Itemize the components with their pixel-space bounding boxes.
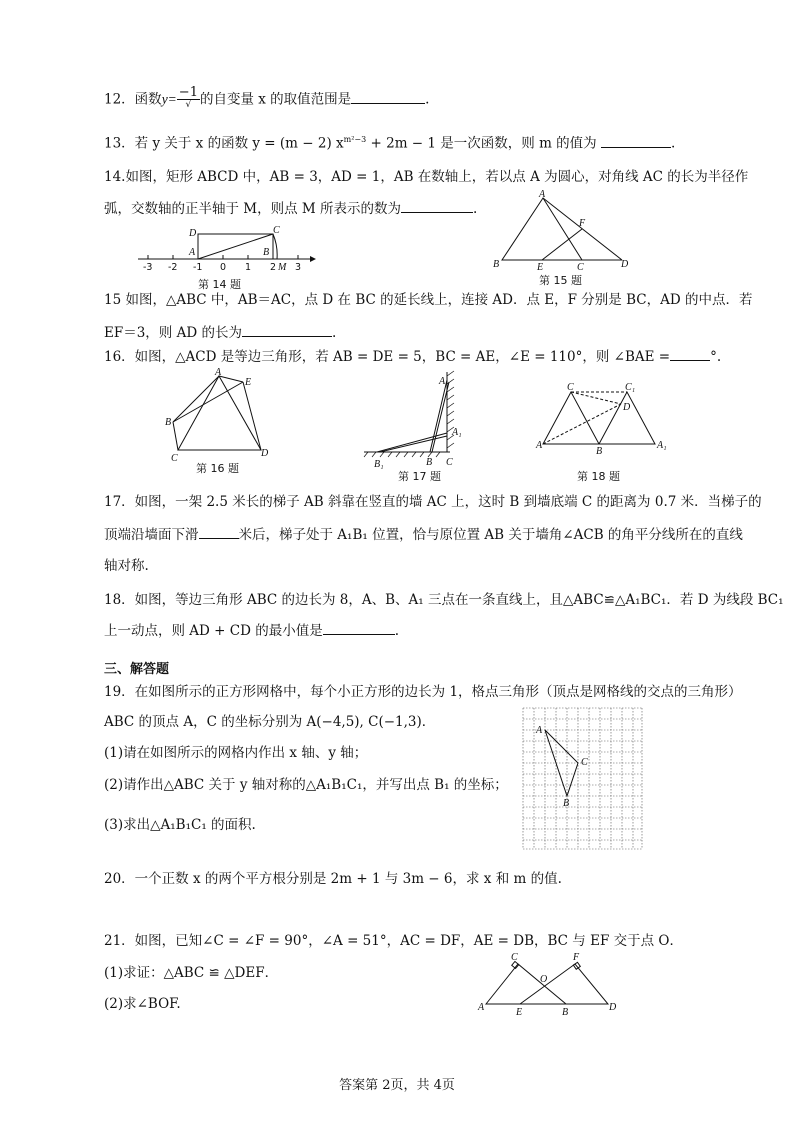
question-19-part1: (1)请在如图所示的网格内作出 x 轴、y 轴； [104,745,368,761]
question-18-line2: 上一动点，则 AD + CD 的最小值是 . [104,620,399,641]
tick-label: -3 [143,262,153,273]
svg-text:A: A [539,189,546,200]
page-footer: 答案第 2页，共 4页 [339,1078,455,1093]
svg-text:A: A [215,367,222,378]
question-14-line1: 14.如图，矩形 ABCD 中，AB = 3，AD = 1，AB 在数轴上，若以点 A 为圆心，对角线 AC 的长为半径作 [104,169,749,185]
question-15-line1: 15 如图，△ABC 中，AB＝AC，点 D 在 BC 的延长线上，连接 AD．点 E，F 分别是 BC，AD 的中点．若 [104,292,753,308]
arrow-head [310,256,316,262]
tick-label: 2 [270,262,277,273]
question-19-part2: (2)请作出△ABC 关于 y 轴对称的△A₁B₁C₁，并写出点 B₁ 的坐标； [104,777,508,793]
question-19-line2: ABC 的顶点 A，C 的坐标分别为 A(−4,5), C(−1,3)． [104,714,436,730]
question-17-line2: 顶端沿墙面下滑 米后，梯子处于 A₁B₁ 位置，恰与原位置 AB 关于墙角∠ACB 的角平分线所在的直线 [104,524,743,545]
svg-text:D: D [621,259,629,270]
question-14-line2: 弧，交数轴的正半轴于 M，则点 M 所表示的数为 . [104,198,477,219]
diagonal-ac [198,234,273,259]
fraction: $\frac{-1}{√}$ [178,85,198,110]
segment-ef [542,229,582,260]
triangle-def [520,964,608,1004]
ticks [148,255,298,259]
svg-text:C: C [511,952,518,963]
triangle-a1bc1 [599,392,655,444]
svg-text:D: D [609,1002,617,1013]
section-heading: 三、解答题 [104,662,170,677]
svg-text:C: C [171,453,178,464]
svg-text:D: D [261,448,269,459]
question-19-line1: 19．在如图所示的正方形网格中，每个小正方形的边长为 1，格点三角形（顶点是网格线的交点的三角形） [104,684,742,700]
segment-ad [543,198,622,260]
question-19-part3: (3)求出△A₁B₁C₁ 的面积. [104,817,256,833]
question-20: 20．一个正数 x 的两个平方根分别是 2m + 1 与 3m − 6，求 x 和 m 的值. [104,871,562,887]
svg-text:A: A [439,376,446,387]
figure-21 [478,952,623,1017]
ladder-a1b1 [377,433,447,452]
svg-text:F: F [573,952,580,963]
caption-15: 第 15 题 [539,274,582,287]
svg-text:E: E [537,262,544,273]
figure-19-grid [523,708,643,850]
svg-text:B: B [263,247,270,258]
question-21-part2: (2)求∠BOF. [104,996,181,1012]
tick-label: -1 [193,262,203,273]
figure-18 [535,382,675,457]
answer-blank[interactable] [601,133,671,148]
caption-14: 第 14 题 [198,278,241,291]
svg-text:A: A [536,725,543,736]
tick-label: 0 [220,262,227,273]
svg-text:M: M [278,262,287,273]
figure-17 [362,370,472,470]
question-12: 12．函数y= $\frac{-1}{√}$ 的自变量 x 的取值范围是 . [104,85,430,110]
question-21-part1: (1)求证：△ABC ≌ △DEF． [104,965,279,981]
svg-text:O: O [540,974,548,985]
answer-blank[interactable] [401,198,473,213]
question-18-line1: 18．如图，等边三角形 ABC 的边长为 8，A、B、A₁ 三点在一条直线上，且△ABC≌△A₁BC₁．若 D 为线段 BC₁ [104,592,784,608]
svg-text:E: E [245,377,252,388]
figure-16 [165,367,275,464]
svg-text:C: C [273,225,280,236]
figure-15 [490,189,640,273]
answer-blank[interactable] [323,620,395,635]
tick-label: 3 [295,262,302,273]
svg-text:B: B [165,417,172,428]
tick-label: -2 [168,262,178,273]
answer-blank[interactable] [242,322,332,337]
triangle-abc [486,964,566,1004]
triangle-abc [543,392,599,444]
question-15-line2: EF＝3，则 AD 的长为 . [104,322,336,343]
svg-text:B: B [426,457,433,468]
svg-text:A: A [536,440,543,451]
svg-text:A: A [189,247,196,258]
svg-text:C: C [567,382,574,393]
svg-text:B: B [493,259,500,270]
svg-text:C: C [581,757,588,768]
arc [273,234,277,259]
svg-text:B: B [563,798,570,809]
answer-blank[interactable] [670,346,710,361]
ladder-ab [430,380,447,452]
tick-label: 1 [245,262,252,273]
svg-text:A: A [478,1002,485,1013]
segment-cd [571,392,621,404]
caption-18: 第 18 题 [577,470,620,483]
triangle-abc [502,198,582,260]
answer-blank[interactable] [199,524,239,539]
svg-text:E: E [516,1007,523,1018]
svg-text:B: B [562,1007,569,1018]
answer-blank[interactable] [351,89,425,104]
triangle-abc [545,730,578,796]
svg-text:C: C [577,262,584,273]
svg-text:F: F [579,218,586,229]
caption-16: 第 16 题 [196,462,239,475]
question-21-line1: 21．如图，已知∠C = ∠F = 90°，∠A = 51°，AC = DF，AE = DB，BC 与 EF 交于点 O． [104,933,683,949]
svg-text:D: D [189,228,197,239]
caption-17: 第 17 题 [398,470,441,483]
svg-text:B: B [596,446,603,457]
svg-text:C₁: C₁ [625,382,636,393]
question-17-line1: 17．如图，一架 2.5 米长的梯子 AB 斜靠在竖直的墙 AC 上，这时 B 到墙底端 C 的距离为 0.7 米．当梯子的 [104,494,762,510]
figure-14 [130,222,320,272]
question-13: 13．若 y 关于 x 的函数 y = (m − 2) $x^{m^2-3} + 2m - 1$ 是一次函数，则 m 的值为 . [104,130,675,154]
svg-text:A₁: A₁ [657,440,667,451]
svg-text:D: D [623,402,631,413]
svg-text:B₁: B₁ [374,459,384,470]
svg-text:A₁: A₁ [452,427,462,438]
question-17-line3: 轴对称. [104,558,149,574]
svg-text:C: C [446,457,453,468]
question-16: 16．如图，△ACD 是等边三角形，若 AB = DE = 5，BC = AE，∠E = 110°，则 ∠BAE = °. [104,346,721,367]
